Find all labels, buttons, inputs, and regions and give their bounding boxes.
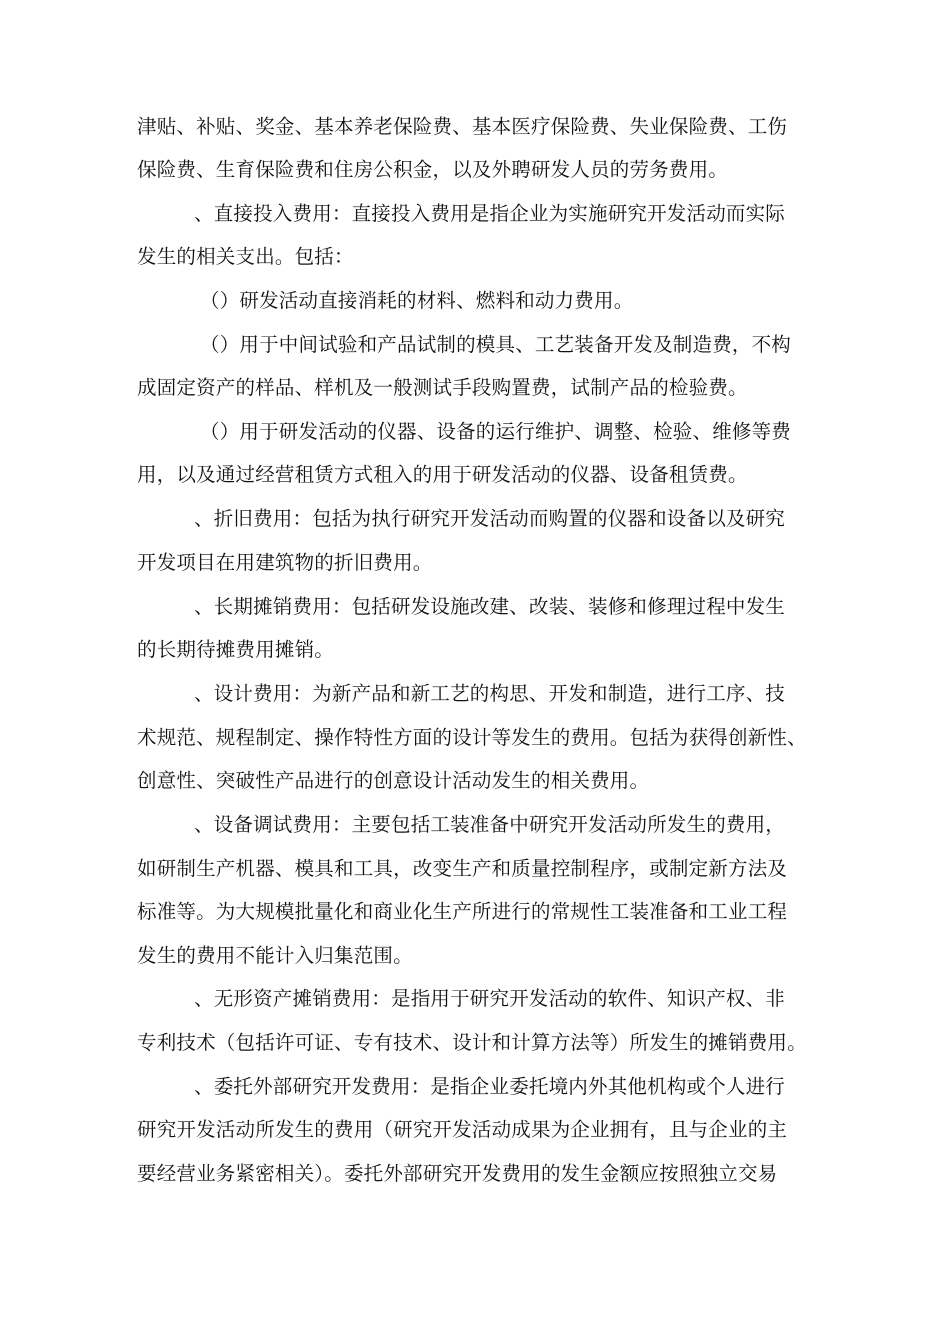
text-line: 要经营业务紧密相关）。委托外部研究开发费用的发生金额应按照独立交易 [137, 1162, 778, 1185]
text-line: 、委托外部研究开发费用：是指企业委托境内外其他机构或个人进行 [194, 1075, 786, 1098]
text-line: 专利技术（包括许可证、专有技术、设计和计算方法等）所发生的摊销费用。 [137, 1031, 807, 1054]
text-line: 、设计费用：为新产品和新工艺的构思、开发和制造，进行工序、技 [194, 682, 786, 705]
text-line: 发生的费用不能计入归集范围。 [137, 944, 413, 967]
text-line: 津贴、补贴、奖金、基本养老保险费、基本医疗保险费、失业保险费、工伤 [137, 115, 788, 138]
text-line: 的长期待摊费用摊销。 [137, 638, 335, 661]
text-line: 、无形资产摊销费用：是指用于研究开发活动的软件、知识产权、非 [194, 987, 786, 1010]
text-line: （）研发活动直接消耗的材料、燃料和动力费用。 [200, 289, 634, 312]
text-line: 、长期摊销费用：包括研发设施改建、改装、装修和修理过程中发生 [194, 595, 786, 618]
text-line: 如研制生产机器、模具和工具，改变生产和质量控制程序，或制定新方法及 [137, 857, 788, 880]
text-line: 、直接投入费用：直接投入费用是指企业为实施研究开发活动而实际 [194, 202, 786, 225]
text-line: 开发项目在用建筑物的折旧费用。 [137, 551, 433, 574]
text-line: 、设备调试费用：主要包括工装准备中研究开发活动所发生的费用， [194, 813, 786, 836]
text-line: 保险费、生育保险费和住房公积金，以及外聘研发人员的劳务费用。 [137, 158, 729, 181]
text-line: （）用于中间试验和产品试制的模具、工艺装备开发及制造费，不构 [200, 333, 792, 356]
text-line: 研究开发活动所发生的费用（研究开发活动成果为企业拥有，且与企业的主 [137, 1118, 788, 1141]
text-line: 术规范、规程制定、操作特性方面的设计等发生的费用。包括为获得创新性、 [137, 726, 807, 749]
text-line: 发生的相关支出。包括： [137, 245, 354, 268]
text-line: 成固定资产的样品、样机及一般测试手段购置费，试制产品的检验费。 [137, 376, 748, 399]
text-line: 用，以及通过经营租赁方式租入的用于研发活动的仪器、设备租赁费。 [137, 463, 748, 486]
text-line: 、折旧费用：包括为执行研究开发活动而购置的仪器和设备以及研究 [194, 507, 786, 530]
text-line: 标准等。为大规模批量化和商业化生产所进行的常规性工装准备和工业工程 [137, 900, 788, 923]
text-line: 创意性、突破性产品进行的创意设计活动发生的相关费用。 [137, 769, 650, 792]
text-line: （）用于研发活动的仪器、设备的运行维护、调整、检验、维修等费 [200, 420, 792, 443]
